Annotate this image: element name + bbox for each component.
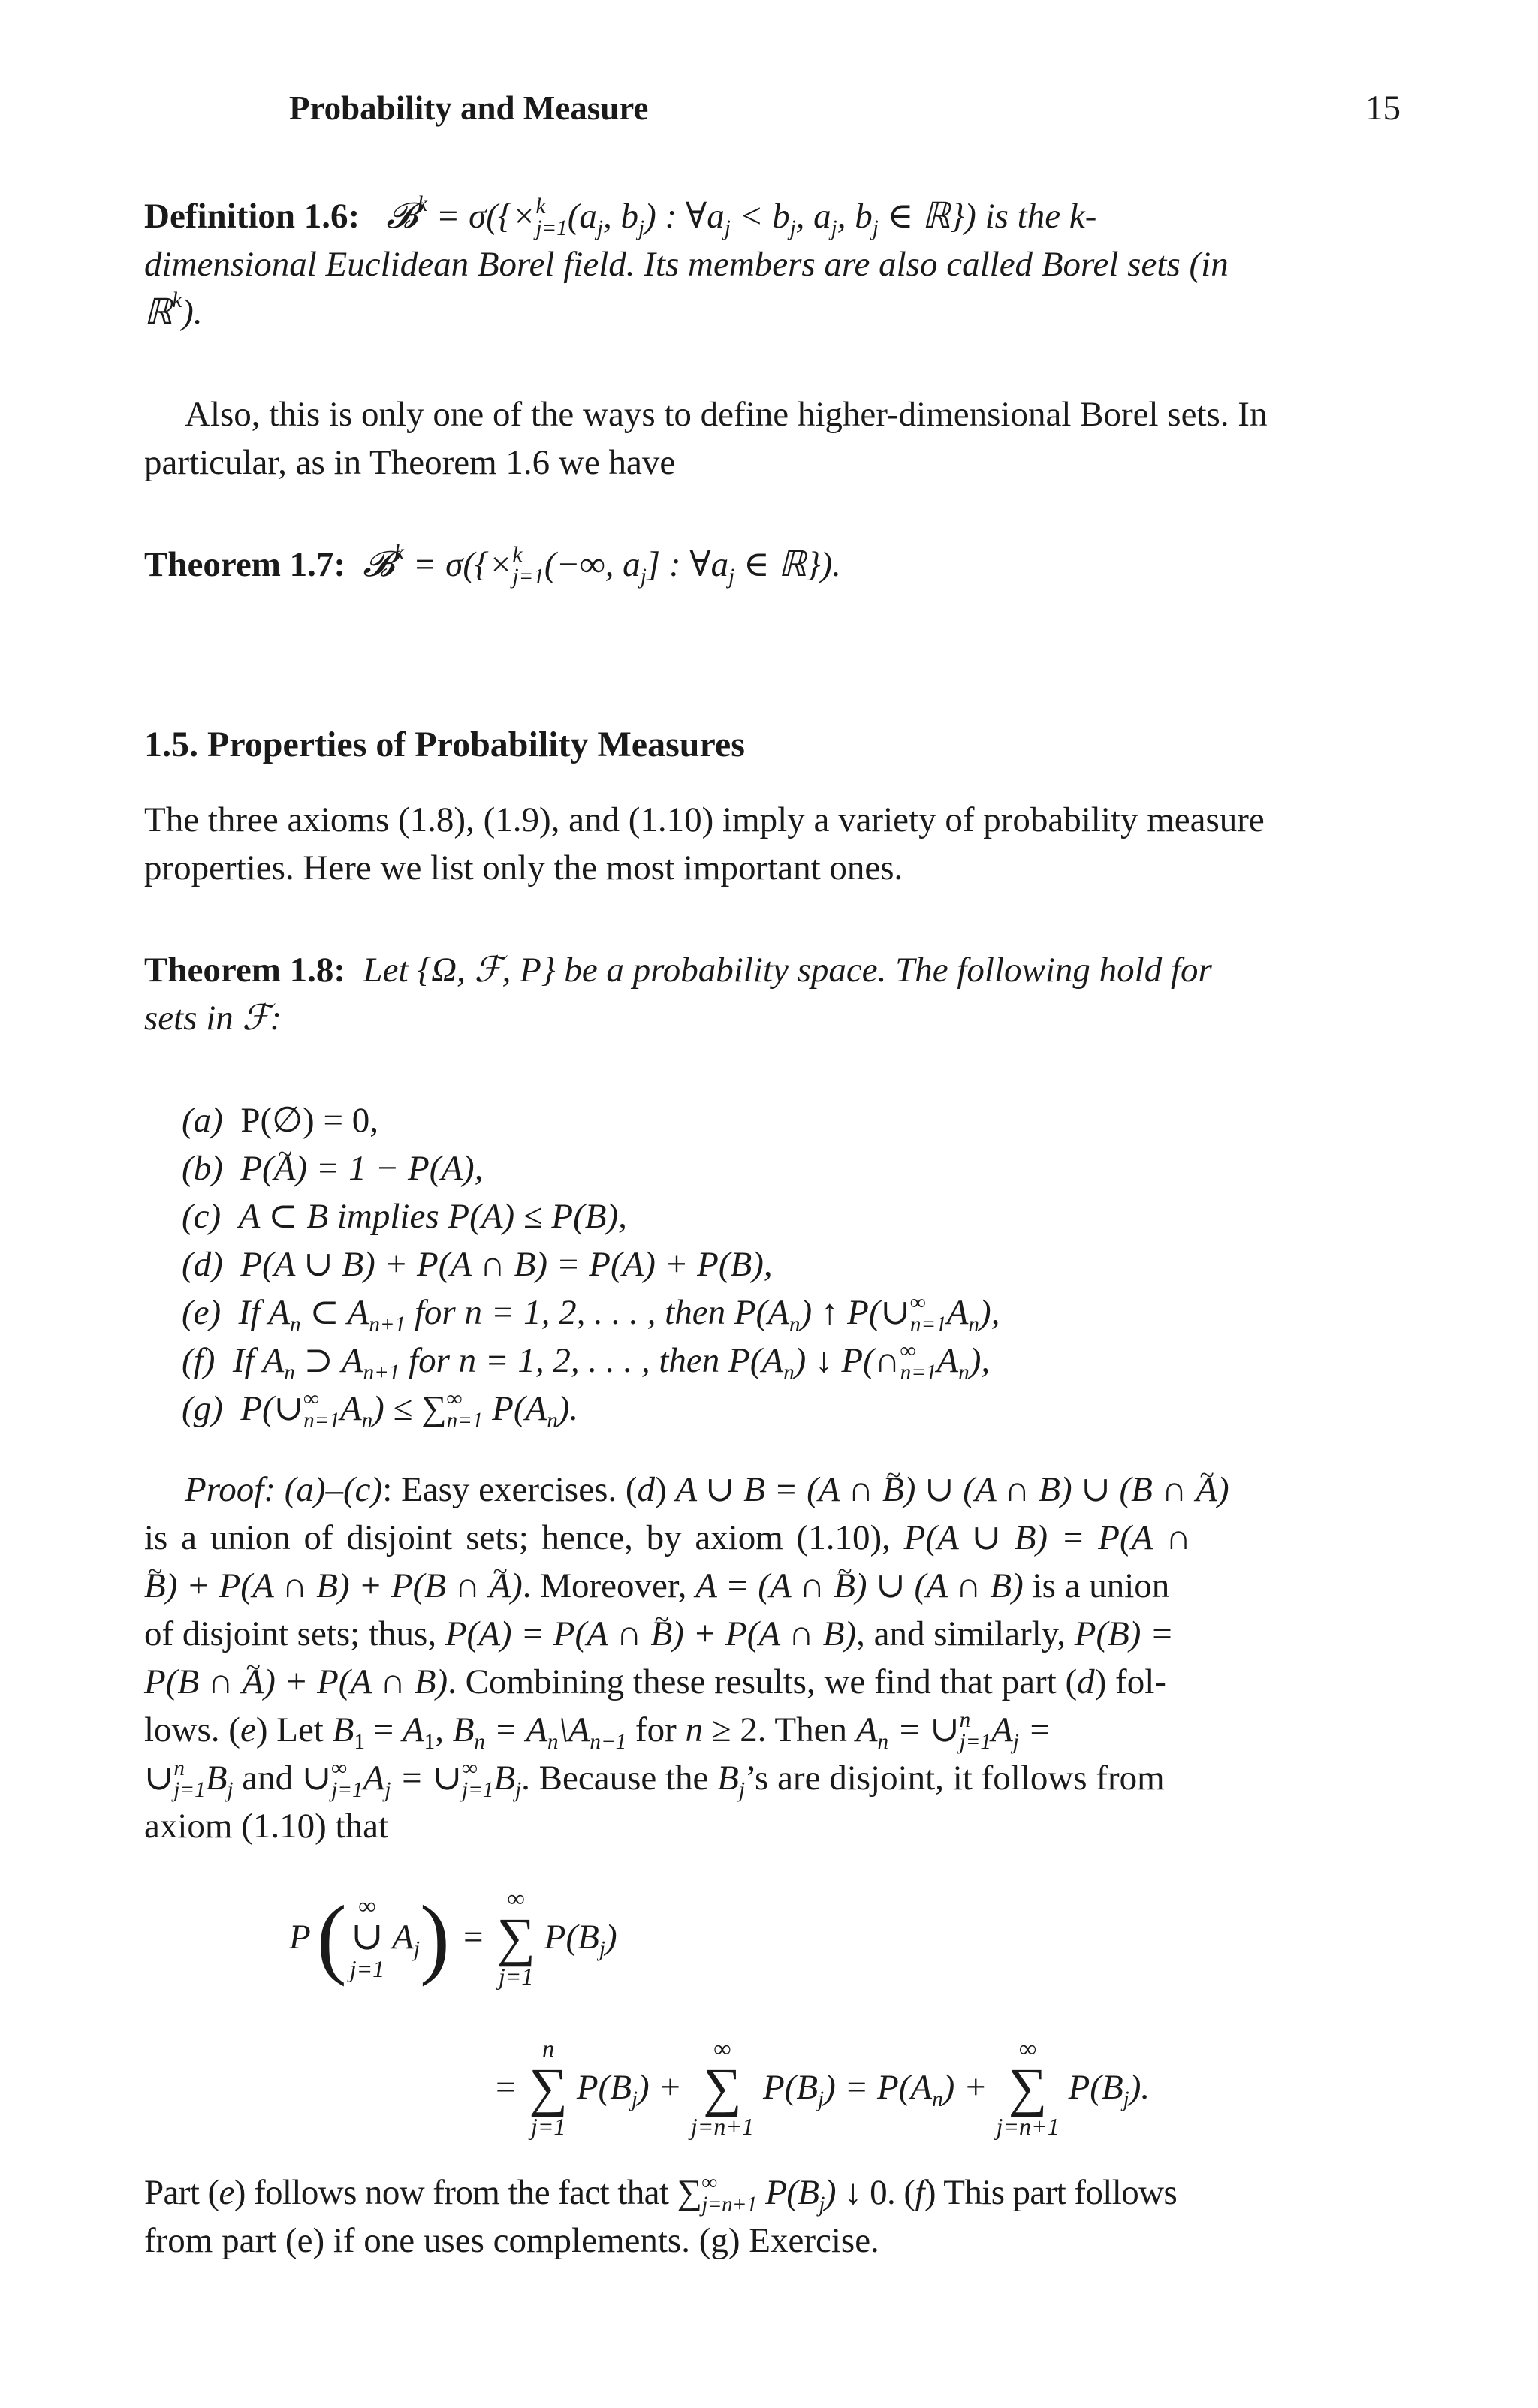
display-equation-row2: = n ∑ j=1 $P(B_j)$ + ∞ ∑ j=n+1 $P(B_j) = P(A_n)$ + ∞ ∑ j=n+1 $P(B_j)$. — [496, 2035, 1150, 2140]
theorem-1-7-label: Theorem 1.7: — [144, 545, 346, 584]
definition-1-6-line3: ℝ$^k$). — [144, 288, 203, 332]
proof-line4: of disjoint sets; thus, P(A) = P(A ∩ B ~) + P(A ∩ B), and similarly, P(B) = — [144, 1610, 1174, 1658]
property-item-b: (b) P(A ~) = 1 − P(A), — [182, 1144, 1000, 1192]
property-item-f: (f) If $A_n$ ⊃ $A_{n+1}$ for n = 1, 2, . . . , then $P(A_n)$ ↓ P(∩ ∞ n=1 $A_n$), — [182, 1339, 991, 1385]
proof-line8: axiom (1.10) that — [144, 1807, 389, 1846]
proof-line6: lows. (e) Let $B_1 = A_1$, $B_n$ = $A_n\backslash A_{n-1}$ for n ≥ 2. Then $A_n$ = ∪ n j=1 $A_j$ = — [144, 1708, 1052, 1755]
paragraph-also-line1: Also, this is only one of the ways to define higher-dimensional Borel sets. In — [185, 395, 1268, 434]
definition-1-6-line1: Definition 1.6: 𝓑$^k$ = σ({× k j=1 ($a_j$, $b_j$) : $\forall a_j < b_j$, $a_j$, $b_j$ ∈ ℝ}) is the k- — [144, 192, 1097, 241]
running-header-title: Probability and Measure — [289, 89, 649, 127]
item-label: (a) — [182, 1101, 223, 1140]
theorem-1-8-line1 — [144, 946, 1212, 994]
display-equation-row1: P ( ∞ ∪ j=1 $A_j$ ) = ∞ ∑ j=1 $P(B_j)$ — [289, 1885, 617, 1990]
proof-line2: is a union of disjoint sets; hence, by axiom (1.10), P(A ∪ B) = P(A ∩ — [144, 1518, 1192, 1557]
proof-label: Proof: — [185, 1470, 276, 1509]
property-item-g: (g) P(∪ ∞ n=1 $A_n$) ≤ ∑ ∞ n=1 $P(A_n)$. — [182, 1387, 579, 1433]
definition-1-6-line2: dimensional Euclidean Borel field. Its members are also called Borel sets (in — [144, 245, 1229, 284]
property-item-d: (d) P(A ∪ B) + P(A ∩ B) = P(A) + P(B), — [182, 1245, 773, 1284]
intro-line1: The three axioms (1.8), (1.9), and (1.10) imply a variety of probability measure — [144, 800, 1265, 839]
intro-line2: properties. Here we list only the most important ones. — [144, 848, 903, 888]
item-label: (f) — [182, 1341, 216, 1380]
theorem-1-7: Theorem 1.7: 𝓑$^k$ = σ({× k j=1 (−∞, $a_j$] : $\forall a_j$ ∈ ℝ}). — [144, 541, 841, 589]
item-label: (d) — [182, 1245, 223, 1284]
proof-line1: Proof: (a)–(c): Easy exercises. (d) A ∪ B = (A ∩ B ~) ∪ (A ∩ B) ∪ (B ∩ A ~) — [185, 1466, 1229, 1514]
page-number: 15 — [1365, 89, 1401, 128]
property-item-a: (a) P(∅) = 0, — [182, 1101, 378, 1140]
property-list — [182, 1096, 1000, 1433]
property-item-e: (e) If $A_n$ ⊂ $A_{n+1}$ for n = 1, 2, . . . , then $P(A_n)$ ↑ P(∪ ∞ n=1 $A_n$), — [182, 1291, 1000, 1337]
item-label: (g) — [182, 1389, 223, 1428]
proof-line5: P(B ∩ A ~) + P(A ∩ B). Combining these results, we find that part (d) fol- — [144, 1658, 1166, 1706]
item-label: (c) — [182, 1197, 222, 1236]
theorem-1-8-line2: sets in ℱ: — [144, 999, 282, 1038]
item-label: (b) — [182, 1149, 223, 1188]
proof-line3: B ~) + P(A ∩ B) + P(B ∩ A ~). Moreover, A = (A ∩ B ~) ∪ (A ∩ B) is a union — [144, 1562, 1169, 1610]
paragraph-also-line2: particular, as in Theorem 1.6 we have — [144, 443, 676, 482]
item-label: (e) — [182, 1293, 222, 1332]
closing-line1: Part (e) follows now from the fact that ∑ ∞ j=n+1 $P(B_j)$ ↓ 0. (f) This part follows — [144, 2171, 1178, 2217]
section-heading: 1.5. Properties of Probability Measures — [144, 725, 745, 764]
theorem-1-8-label: Theorem 1.8: — [144, 951, 346, 990]
property-item-c: (c) A ⊂ B implies P(A) ≤ P(B), — [182, 1197, 627, 1236]
closing-line2: from part (e) if one uses complements. (g) Exercise. — [144, 2221, 879, 2260]
definition-label: Definition 1.6: — [144, 197, 360, 236]
theorem-1-8-statement: Let {Ω, ℱ, P} be a probability space. The following hold for — [363, 951, 1212, 990]
proof-line7: ∪ n j=1 $B_j$ and ∪ ∞ j=1 $A_j$ = ∪ ∞ j=1 $B_j$. Because the $B_j’s$ are disjoint, it follows from — [144, 1756, 1165, 1803]
